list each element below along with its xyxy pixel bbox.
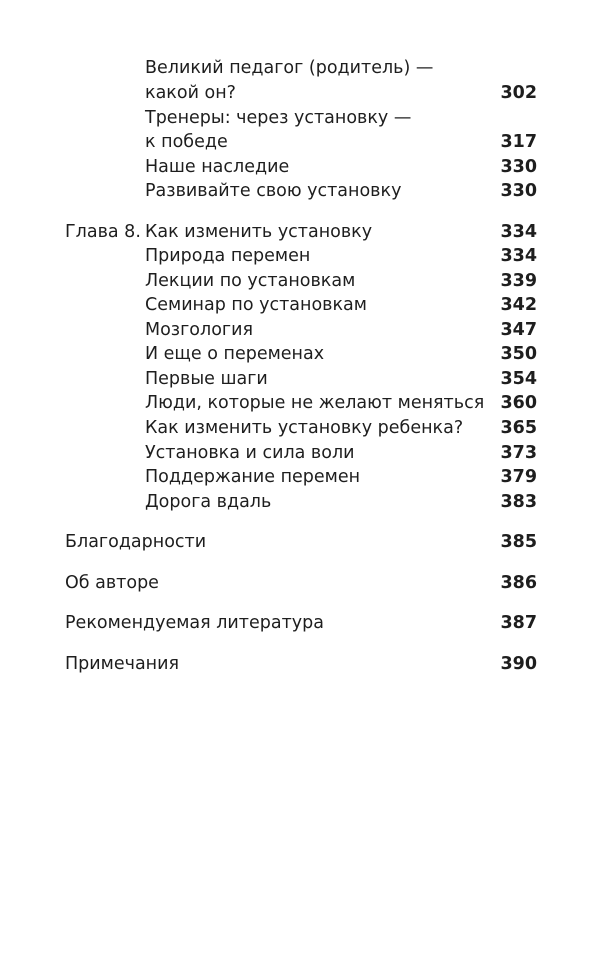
- toc-entry-title: Как изменить установку ребенка?: [145, 418, 464, 438]
- toc-entry-page: 390: [500, 654, 537, 674]
- toc-entry: [0, 155, 614, 179]
- toc-entry-title: Первые шаги: [145, 369, 268, 389]
- toc-entry-title: Развивайте свою установку: [145, 181, 402, 201]
- toc-entry: [0, 416, 614, 440]
- toc-entry: [0, 318, 614, 342]
- toc-entry-title: Природа перемен: [145, 246, 311, 266]
- toc-entry-title: Тренеры: через установку —: [145, 108, 412, 128]
- toc-entry-page: 373: [500, 443, 537, 463]
- toc-entry-page: 339: [500, 271, 537, 291]
- toc-entry: [0, 342, 614, 366]
- toc-backmatter-entry: [0, 530, 614, 554]
- toc-entry-title: Как изменить установку: [145, 222, 373, 242]
- toc-entry-title: к победе: [145, 132, 228, 152]
- toc-entry-page: 302: [500, 83, 537, 103]
- toc-entry: [0, 244, 614, 268]
- toc-entry: [0, 441, 614, 465]
- toc-entry-page: 365: [500, 418, 537, 438]
- toc-entry-title: Рекомендуемая литература: [65, 613, 324, 633]
- toc-backmatter-entry: [0, 611, 614, 635]
- toc-entry-page: 383: [500, 492, 537, 512]
- toc-entry: [0, 293, 614, 317]
- toc-chapter-heading: [0, 220, 614, 244]
- toc-entry-page: 360: [500, 393, 537, 413]
- toc-entry-title: Благодарности: [65, 532, 207, 552]
- toc-entry-page: 350: [500, 344, 537, 364]
- toc-entry: [0, 269, 614, 293]
- toc-entry-page: 387: [500, 613, 537, 633]
- toc-entry-title: Наше наследие: [145, 157, 290, 177]
- toc-entry: [0, 490, 614, 514]
- toc-entry-title: Дорога вдаль: [145, 492, 272, 512]
- toc-entry: [0, 179, 614, 203]
- toc-entry-title: Лекции по установкам: [145, 271, 356, 291]
- toc-entry-page: 385: [500, 532, 537, 552]
- toc-entry-title: Семинар по установкам: [145, 295, 367, 315]
- toc-entry: [0, 106, 614, 130]
- toc-entry-title: Поддержание перемен: [145, 467, 361, 487]
- toc-entry: [0, 81, 614, 105]
- toc-entry-title: Об авторе: [65, 573, 159, 593]
- toc-entry-page: 354: [500, 369, 537, 389]
- toc-entry-page: 334: [500, 222, 537, 242]
- toc-entry-page: 342: [500, 295, 537, 315]
- toc-entry-page: 330: [500, 157, 537, 177]
- toc-entry-title: Люди, которые не желают меняться: [145, 393, 485, 413]
- toc-entry-page: 386: [500, 573, 537, 593]
- toc-entry-title: И еще о переменах: [145, 344, 325, 364]
- toc-entry-title: какой он?: [145, 83, 236, 103]
- toc-entry-title: Великий педагог (родитель) —: [145, 58, 434, 78]
- toc-backmatter-entry: [0, 571, 614, 595]
- toc-entry: [0, 391, 614, 415]
- toc-entry-title: Мозгология: [145, 320, 253, 340]
- toc-entry: [0, 130, 614, 154]
- chapter-number: Глава 8.: [65, 222, 141, 242]
- toc-entry-page: 317: [500, 132, 537, 152]
- toc-entry-title: Установка и сила воли: [145, 443, 355, 463]
- toc-entry-page: 330: [500, 181, 537, 201]
- toc-entry-page: 379: [500, 467, 537, 487]
- toc-entry-page: 347: [500, 320, 537, 340]
- toc-entry-title: Примечания: [65, 654, 180, 674]
- toc-entry: [0, 367, 614, 391]
- toc-entry: [0, 56, 614, 80]
- toc-backmatter-entry: [0, 652, 614, 676]
- toc-entry-page: 334: [500, 246, 537, 266]
- toc-entry: [0, 465, 614, 489]
